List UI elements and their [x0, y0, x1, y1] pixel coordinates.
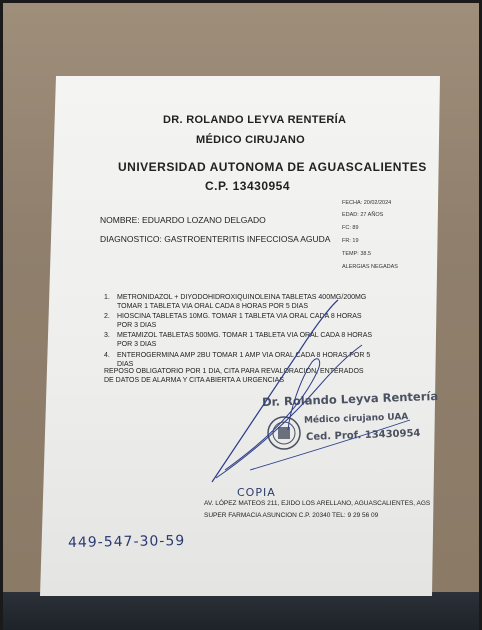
resp-rate-field: FR: 19: [342, 238, 359, 244]
temp-field: TEMP: 38.5: [342, 251, 372, 257]
rx-number: 1.: [104, 294, 110, 301]
stamp-doctor-name: Dr. Rolando Leyva Rentería: [261, 388, 439, 410]
indications: REPOSO OBLIGATORIO POR 1 DIA, CITA PARA REVALORACION, ENTERADOS DE DATOS DE ALARMA Y CITA ABIERTA A URGENCIAS: [104, 368, 364, 384]
footer-address: AV. LÓPEZ MATEOS 211, EJIDO LOS ARELLANO, AGUASCALIENTES, AGS: [204, 500, 431, 507]
footer-pharmacy: SUPER FARMACIA ASUNCION C.P. 20340 TEL: 9 29 56 09: [204, 512, 379, 519]
stamp-cedula: Ced. Prof. 13430954: [305, 428, 421, 443]
rx-number: 2.: [104, 313, 110, 320]
patient-name: NOMBRE: EDUARDO LOZANO DELGADO: [100, 215, 266, 225]
handwritten-phone: 449-547-30-59: [67, 532, 186, 552]
rx-text: HIOSCINA TABLETAS 10MG. TOMAR 1 TABLETA VIA ORAL CADA 8 HORAS POR 3 DIAS: [117, 313, 362, 329]
university-name: UNIVERSIDAD AUTONOMA DE AGUASCALIENTES: [118, 160, 427, 174]
stamp-title: Médico cirujano UAA: [303, 412, 409, 426]
diagnosis: DIAGNOSTICO: GASTROENTERITIS INFECCIOSA AGUDA: [100, 234, 331, 244]
allergies-field: ALERGIAS NEGADAS: [342, 264, 398, 270]
doctor-specialty: MÉDICO CIRUJANO: [196, 134, 306, 146]
age-field: EDAD: 27 AÑOS: [342, 212, 384, 218]
handwritten-copia: COPIA: [237, 486, 276, 499]
doctor-name: DR. ROLANDO LEYVA RENTERÍA: [163, 114, 347, 126]
rx-text: METRONIDAZOL + DIYODOHIDROXIQUINOLEINA TABLETAS 400MG/200MG TOMAR 1 TABLETA VIA ORAL CADA 8 HORAS POR 5 DIAS: [117, 294, 367, 310]
license-number: C.P. 13430954: [205, 179, 291, 193]
rx-text: METAMIZOL TABLETAS 500MG. TOMAR 1 TABLETA VIA ORAL CADA 8 HORAS POR 3 DIAS: [117, 332, 373, 348]
heart-rate-field: FC: 89: [342, 225, 359, 231]
rx-text: ENTEROGERMINA AMP 2BU TOMAR 1 AMP VIA ORAL CADA 8 HORAS POR 5 DIAS: [117, 352, 371, 368]
rx-number: 3.: [104, 332, 110, 339]
date-field: FECHA: 20/02/2024: [342, 200, 392, 206]
rx-number: 4.: [104, 352, 110, 359]
